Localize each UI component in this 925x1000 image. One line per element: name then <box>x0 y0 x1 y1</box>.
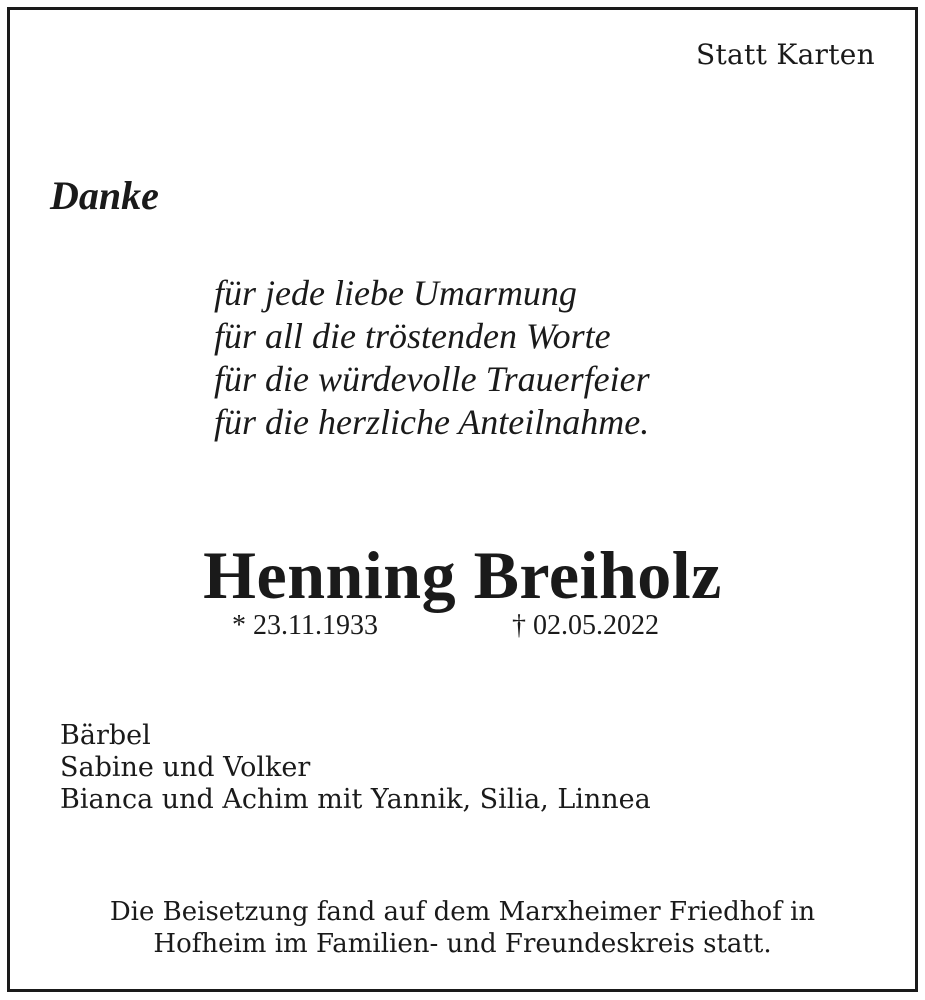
poem-line: für die würdevolle Trauerfeier <box>214 359 650 399</box>
family-member: Bianca und Achim mit Yannik, Silia, Linnea <box>60 784 651 815</box>
thanks-poem <box>214 272 650 444</box>
death-date: † 02.05.2022 <box>512 610 659 641</box>
closing-note <box>0 896 925 960</box>
family-list <box>60 720 651 816</box>
poem-line: für jede liebe Umarmung <box>214 273 577 313</box>
poem-line: für die herzliche Anteilnahme. <box>214 402 650 442</box>
family-member: Bärbel <box>60 720 151 751</box>
family-member: Sabine und Volker <box>60 752 311 783</box>
notice-frame <box>7 7 918 992</box>
poem-line: für all die tröstenden Worte <box>214 316 611 356</box>
birth-date: * 23.11.1933 <box>232 610 378 641</box>
closing-line: Hofheim im Familien- und Freundeskreis statt. <box>153 929 772 959</box>
deceased-name: Henning Breiholz <box>203 537 722 613</box>
header-note: Statt Karten <box>696 38 875 71</box>
thanks-title: Danke <box>50 173 159 218</box>
closing-line: Die Beisetzung fand auf dem Marxheimer Friedhof in <box>109 897 816 927</box>
